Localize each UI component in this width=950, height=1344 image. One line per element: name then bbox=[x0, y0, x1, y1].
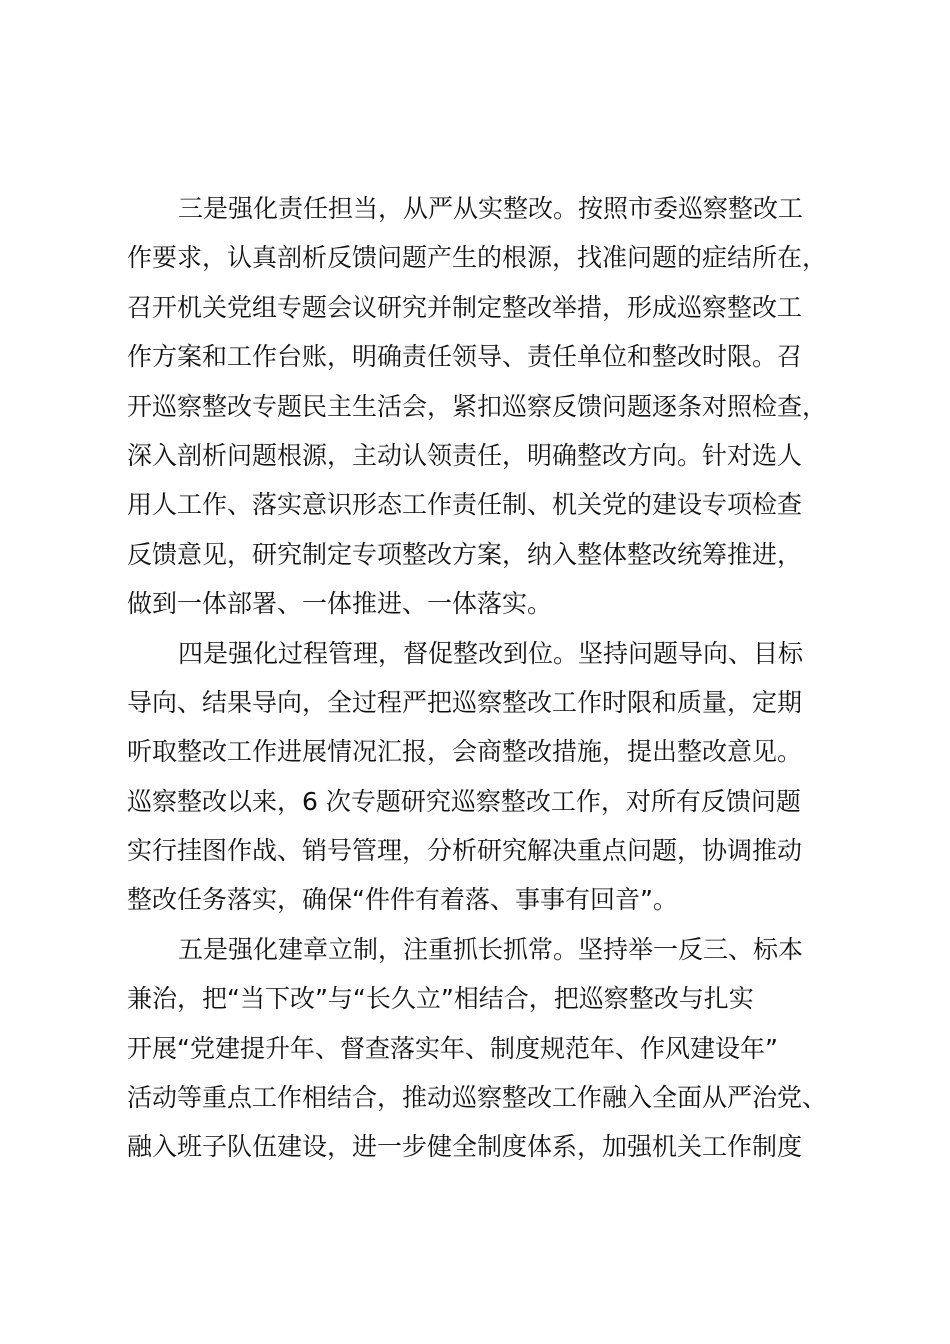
text-line: 活动等重点工作相结合，推动巡察整改工作融入全面从严治党、 bbox=[127, 1083, 828, 1113]
text-line: 整改任务落实，确保“件件有着落、事事有回音”。 bbox=[127, 885, 678, 915]
text-line: 三是强化责任担当，从严从实整改。按照市委巡察整改工 bbox=[178, 194, 804, 223]
paragraph-responsibility bbox=[127, 184, 847, 629]
text-line: 导向、结果导向，全过程严把巡察整改工作时限和质量，定期 bbox=[127, 687, 803, 717]
text-line: 召开机关党组专题会议研究并制定整改举措，形成巡察整改工 bbox=[127, 292, 803, 322]
text-line: 用人工作、落实意识形态工作责任制、机关党的建设专项检查 bbox=[127, 490, 803, 520]
text-line: 听取整改工作进展情况汇报，会商整改措施，提出整改意见。 bbox=[127, 737, 803, 767]
text-line: 深入剖析问题根源，主动认领责任，明确整改方向。针对选人 bbox=[127, 440, 803, 470]
text-line: 开展“党建提升年、督查落实年、制度规范年、作风建设年” bbox=[127, 1033, 778, 1063]
text-line: 实行挂图作战、销号管理，分析研究解决重点问题，协调推动 bbox=[127, 836, 803, 866]
text-line: 做到一体部署、一体推进、一体落实。 bbox=[127, 589, 553, 619]
text-line: 开巡察整改专题民主生活会，紧扣巡察反馈问题逐条对照检查， bbox=[127, 391, 828, 421]
paragraph-institution-building bbox=[127, 925, 847, 1172]
text-line: 作要求，认真剖析反馈问题产生的根源，找准问题的症结所在， bbox=[127, 243, 828, 273]
text-line: 四是强化过程管理，督促整改到位。坚持问题导向、目标 bbox=[178, 638, 804, 668]
document-body bbox=[127, 184, 847, 1172]
text-line: 巡察整改以来，6 次专题研究巡察整改工作，对所有反馈问题 bbox=[127, 786, 801, 816]
text-line: 融入班子队伍建设，进一步健全制度体系，加强机关工作制度 bbox=[127, 1132, 803, 1162]
text-line: 五是强化建章立制，注重抓长抓常。坚持举一反三、标本 bbox=[178, 934, 804, 964]
text-line: 作方案和工作台账，明确责任领导、责任单位和整改时限。召 bbox=[127, 342, 803, 372]
text-line: 兼治，把“当下改”与“长久立”相结合，把巡察整改与扎实 bbox=[127, 984, 754, 1014]
paragraph-process-management bbox=[127, 629, 847, 925]
text-line: 反馈意见，研究制定专项整改方案，纳入整体整改统筹推进， bbox=[127, 539, 803, 569]
